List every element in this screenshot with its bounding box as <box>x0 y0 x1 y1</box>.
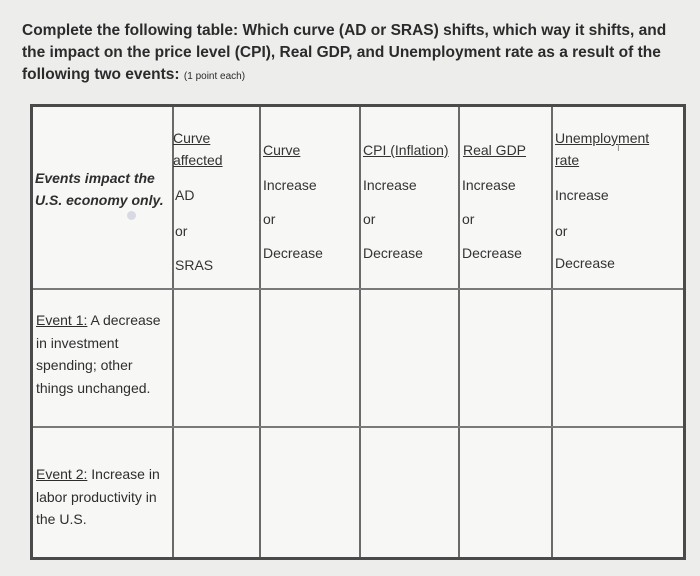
option-or: or <box>555 223 568 239</box>
row-header-line-1: Events impact the <box>35 170 155 186</box>
option-ad: AD <box>175 187 195 203</box>
event-1-prefix: Event 1: <box>36 312 88 328</box>
column-divider <box>259 107 261 557</box>
points-note: (1 point each) <box>183 71 246 82</box>
row-divider <box>33 426 683 428</box>
option-increase: Increase <box>555 187 609 203</box>
row-header-label <box>35 167 164 211</box>
option-decrease: Decrease <box>555 255 615 271</box>
option-increase: Increase <box>462 177 516 193</box>
marker-dot <box>127 211 136 220</box>
question-prompt <box>22 20 690 88</box>
option-or: or <box>175 223 188 239</box>
event-2-cell <box>36 463 174 531</box>
header-curve: Curve <box>263 142 301 158</box>
event-2-text: Increase in labor productivity in the U.S. <box>36 466 160 527</box>
column-divider <box>551 107 553 557</box>
question-text: Complete the following table: Which curve (AD or SRAS) shifts, which way it shifts, and the impact on the price level (CPI), Real GDP, and Unemployment rate as a result of the following two events: <box>22 22 667 83</box>
event-1-cell <box>36 309 170 399</box>
option-sras: SRAS <box>175 257 214 273</box>
answer-table <box>30 104 686 560</box>
header-curve-affected-1: Curve <box>173 130 211 146</box>
column-divider <box>359 107 361 557</box>
header-cpi: CPI (Inflation) <box>363 142 449 158</box>
event-2-prefix: Event 2: <box>36 466 88 482</box>
event-1-text: A decrease in investment spending; other things unchanged. <box>36 312 161 396</box>
header-curve-affected-2: affected <box>173 152 223 168</box>
row-divider <box>33 288 683 290</box>
row-header-line-2: U.S. economy only. <box>35 192 164 208</box>
option-decrease: Decrease <box>363 245 423 261</box>
option-or: or <box>462 211 475 227</box>
option-increase: Increase <box>263 177 317 193</box>
option-increase: Increase <box>363 177 417 193</box>
header-unemployment-1: Unemployment <box>555 130 650 146</box>
option-decrease: Decrease <box>462 245 522 261</box>
header-unemployment-2: rate <box>555 152 580 168</box>
header-real-gdp: Real GDP <box>463 142 527 158</box>
option-decrease: Decrease <box>263 245 323 261</box>
option-or: or <box>263 211 276 227</box>
option-or: or <box>363 211 376 227</box>
column-divider <box>458 107 460 557</box>
text-cursor-icon: I <box>617 143 620 154</box>
